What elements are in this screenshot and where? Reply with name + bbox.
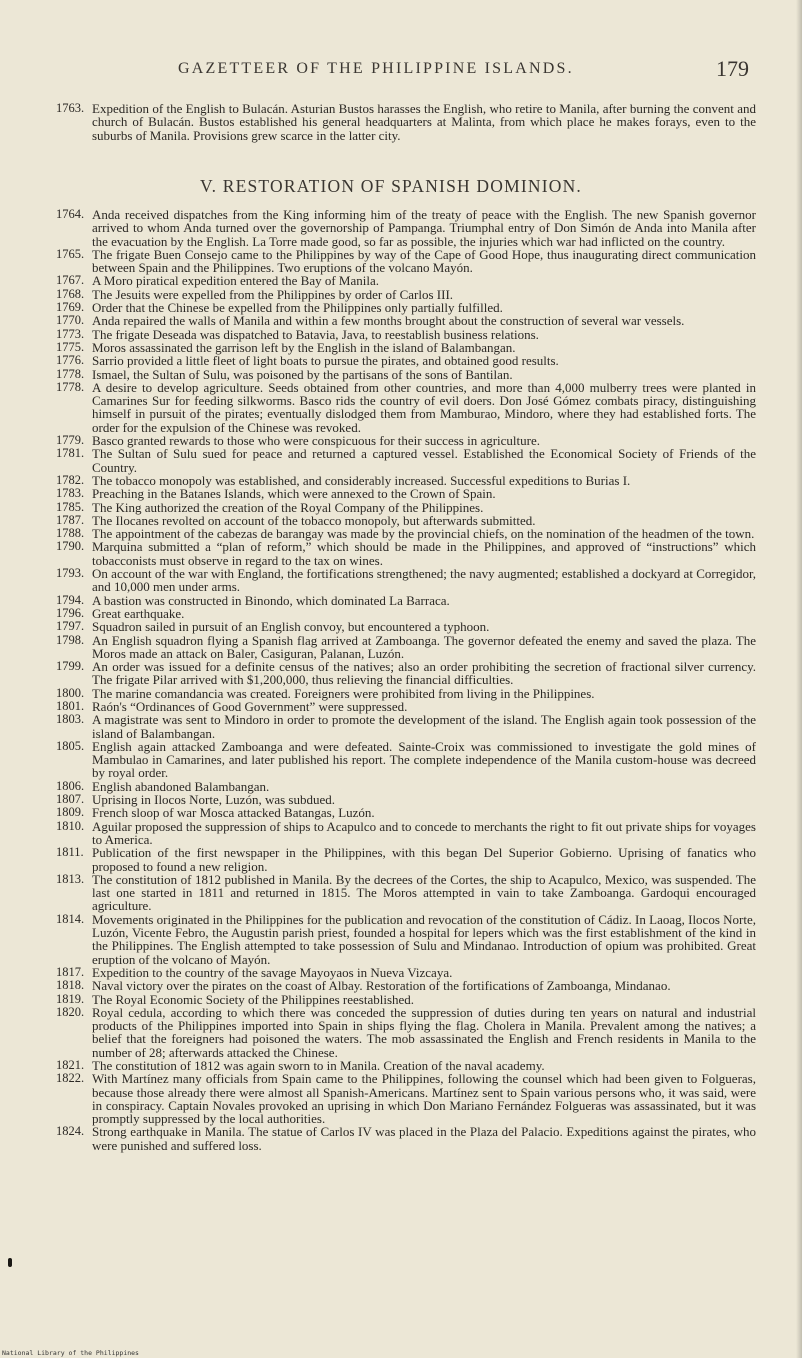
entry-text: The tobacco monopoly was established, and considerably increased. Successful expeditions to Burias I. <box>92 472 631 488</box>
entry-text: Sarrio provided a little fleet of light boats to pursue the pirates, and obtained good results. <box>92 353 559 369</box>
chronology-entry <box>56 274 756 287</box>
entry-year: 1798. <box>56 632 85 647</box>
chronology-entry <box>56 501 756 514</box>
entry-text: Ismael, the Sultan of Sulu, was poisoned by the partisans of the sons of Bantilan. <box>92 366 513 382</box>
entry-text: Expedition to the country of the savage Mayoyaos in Nueva Vizcaya. <box>92 964 453 980</box>
page-edge-shadow <box>796 0 802 1358</box>
entry-year: 1794. <box>56 592 85 607</box>
entry-year: 1813. <box>56 871 85 886</box>
entry-text: Order that the Chinese be expelled from the Philippines only partially fulfilled. <box>92 300 503 316</box>
entry-text: Preaching in the Batanes Islands, which were annexed to the Crown of Spain. <box>92 486 496 502</box>
chronology-entry <box>56 979 756 992</box>
chronology-entry <box>56 248 756 275</box>
page-number: 179 <box>716 56 749 81</box>
chronology-entry <box>56 434 756 447</box>
chronology-entry <box>56 1059 756 1072</box>
entry-year: 1800. <box>56 685 85 700</box>
entry-text: The King authorized the creation of the Royal Company of the Philippines. <box>92 499 484 515</box>
entry-year: 1817. <box>56 964 85 979</box>
chronology-entry <box>56 780 756 793</box>
entry-year: 1765. <box>56 246 85 261</box>
entry-year: 1778. <box>56 379 85 394</box>
chronology-entry <box>56 873 756 913</box>
entry-year: 1806. <box>56 778 85 793</box>
entry-text: English again attacked Zamboanga and were defeated. Sainte-Croix was commissioned to investigate the gold mines of Mambulao in Camarines, and later published his report. The complete independence of the Manila custom-house was decreed by royal order. <box>92 738 756 781</box>
entry-year: 1799. <box>56 659 85 674</box>
entry-text: On account of the war with England, the fortifications strengthened; the navy augmented; established a dockyard at Corregidor, and 10,000 men under arms. <box>92 566 756 595</box>
chronology-entry <box>56 301 756 314</box>
chronology-entry <box>56 634 756 661</box>
entry-year: 1790. <box>56 539 85 554</box>
entry-text: The frigate Deseada was dispatched to Batavia, Java, to reestablish business relations. <box>92 326 539 342</box>
chronology-entry <box>56 660 756 687</box>
entry-text: Expedition of the English to Bulacán. Asturian Bustos harasses the English, who retire to Manila, after burning the convent and church of Bulacán. Bustos established his general headquarters at Malinta, from which place he makes forays, even to the suburbs of Manila. Provisions grew scarce in the latter city. <box>92 101 756 143</box>
entry-year: 1805. <box>56 738 85 753</box>
entry-text: Marquina submitted a “plan of reform,” which should be made in the Philippines, and approved of “instructions” which tobacconists must observe in regard to the tax on wines. <box>92 539 756 568</box>
entry-year: 1801. <box>56 698 85 713</box>
entry-text: A magistrate was sent to Mindoro in order to promote the development of the island. The English again took possession of the island of Balambangan. <box>92 712 756 741</box>
entry-year: 1775. <box>56 339 85 354</box>
chronology-entry <box>56 354 756 367</box>
section-heading: V. RESTORATION OF SPANISH DOMINION. <box>200 176 583 196</box>
chronology-entry <box>56 102 756 142</box>
entry-year: 1763. <box>56 101 85 115</box>
entry-text: Moros assassinated the garrison left by the English in the island of Balambangan. <box>92 339 516 355</box>
chronology-entry <box>56 966 756 979</box>
chronology-entry <box>56 607 756 620</box>
chronology-entry <box>56 368 756 381</box>
entry-text: An English squadron flying a Spanish flag arrived at Zamboanga. The governor defeated the enemy and saved the plaza. The Moros made an attack on Baler, Casiguran, Palanan, Luzón. <box>92 632 756 661</box>
chronology-entry <box>56 700 756 713</box>
chronology-entry <box>56 514 756 527</box>
chronology-entry <box>56 567 756 594</box>
ink-blot <box>8 1258 12 1267</box>
entry-text: The constitution of 1812 was again sworn to in Manila. Creation of the naval academy. <box>92 1058 545 1073</box>
chronology-entry <box>56 740 756 780</box>
chronology-entry <box>56 1072 756 1125</box>
entry-text: Strong earthquake in Manila. The statue of Carlos IV was placed in the Plaza del Palacio. Expeditions against the pirates, who were punished and suffered loss. <box>92 1124 756 1153</box>
entry-text: The marine comandancia was created. Foreigners were prohibited from living in the Philippines. <box>92 685 595 701</box>
entry-text: The Jesuits were expelled from the Philippines by order of Carlos III. <box>92 286 454 302</box>
chronology-entry <box>56 527 756 540</box>
entry-text: Anda received dispatches from the King informing him of the treaty of peace with the English. The new Spanish governor arrived to whom Anda turned over the governorship of Pampanga. Triumphal entry of Don Simón de Anda into Manila after the evacuation by the English. La Torre made good, so far as possible, the injuries which war had inflicted on the country. <box>92 207 756 249</box>
chronology-entry <box>56 341 756 354</box>
entry-year: 1767. <box>56 273 85 288</box>
entry-year: 1821. <box>56 1058 85 1072</box>
entry-year: 1783. <box>56 486 85 501</box>
chronology-entries-intro <box>56 102 756 142</box>
entry-year: 1787. <box>56 512 85 527</box>
entry-year: 1770. <box>56 313 85 328</box>
entry-year: 1769. <box>56 300 85 315</box>
entry-text: The appointment of the cabezas de barangay was made by the provincial chiefs, on the nomination of the headmen of the town. <box>92 526 755 542</box>
entry-year: 1814. <box>56 911 85 926</box>
entry-year: 1822. <box>56 1071 85 1086</box>
entry-year: 1820. <box>56 1004 85 1019</box>
entry-year: 1807. <box>56 792 85 807</box>
entry-year: 1778. <box>56 366 85 381</box>
entry-text: Great earthquake. <box>92 605 185 621</box>
chronology-entry <box>56 540 756 567</box>
chronology-entry <box>56 447 756 474</box>
entry-text: A Moro piratical expedition entered the Bay of Manila. <box>92 273 379 289</box>
entry-text: Publication of the first newspaper in the Philippines, with this began Del Superior Gobierno. Uprising of fanatics who proposed to found a new religion. <box>92 845 756 874</box>
chronology-entry <box>56 713 756 740</box>
chronology-entry <box>56 1125 756 1152</box>
entry-year: 1781. <box>56 446 85 461</box>
entry-year: 1810. <box>56 818 85 833</box>
entry-year: 1796. <box>56 605 85 620</box>
chronology-entry <box>56 1006 756 1059</box>
entry-year: 1793. <box>56 566 85 581</box>
entry-year: 1776. <box>56 353 85 368</box>
entry-text: Uprising in Ilocos Norte, Luzón, was subdued. <box>92 792 335 808</box>
chronology-entry <box>56 793 756 806</box>
entry-text: With Martínez many officials from Spain came to the Philippines, following the counsel which had been given to Folgueras, because those already there were almost all Spanish-Americans. Martínez sent to Spain various persons who, it was said, were in conspiracy. Captain Novales provoked an uprising in which Don Mariano Fernández Folgueras was assassinated, but it was promptly suppressed by the local authorities. <box>92 1071 756 1127</box>
footer-credit: National Library of the Philippines <box>2 1349 139 1357</box>
entry-year: 1788. <box>56 526 85 541</box>
entry-text: An order was issued for a definite census of the natives; also an order prohibiting the secretion of fractional silver currency. The frigate Pilar arrived with $1,200,000, thus relieving the financial difficulties. <box>92 659 756 688</box>
chronology-entry <box>56 806 756 819</box>
chronology-entries <box>56 208 756 1152</box>
entry-year: 1811. <box>56 845 84 860</box>
chronology-entry <box>56 381 756 434</box>
chronology-entry <box>56 314 756 327</box>
chronology-entry <box>56 328 756 341</box>
entry-text: Raón's “Ordinances of Good Government” were suppressed. <box>92 698 408 714</box>
entry-text: Aguilar proposed the suppression of ships to Acapulco and to concede to merchants the right to fit out private ships for voyages to America. <box>92 818 756 847</box>
entry-year: 1824. <box>56 1124 85 1139</box>
entry-year: 1782. <box>56 472 85 487</box>
entry-text: Naval victory over the pirates on the coast of Albay. Restoration of the fortifications of Zamboanga, Mindanao. <box>92 978 671 994</box>
entry-text: A bastion was constructed in Binondo, which dominated La Barraca. <box>92 592 450 608</box>
entry-text: Movements originated in the Philippines for the publication and revocation of the constitution of Cádiz. In Laoag, Ilocos Norte, Luzón, Vicente Febro, the Augustin parish priest, founded a hospital for lepers which was the first establishment of the kind in the Philippines. The English attempted to take possession of Sulu and Mindanao. Introduction of opium was prohibited. Great eruption of the volcano of Mayón. <box>92 911 756 967</box>
chronology-entry <box>56 474 756 487</box>
entry-year: 1803. <box>56 712 85 727</box>
entry-text: English abandoned Balambangan. <box>92 778 270 794</box>
entry-text: French sloop of war Mosca attacked Batangas, Luzón. <box>92 805 375 821</box>
entry-year: 1779. <box>56 433 85 448</box>
entry-text: Squadron sailed in pursuit of an English convoy, but encountered a typhoon. <box>92 619 490 635</box>
entry-text: Anda repaired the walls of Manila and within a few months brought about the construction of several war vessels. <box>92 313 685 329</box>
entry-text: The Ilocanes revolted on account of the tobacco monopoly, but afterwards submitted. <box>92 512 536 528</box>
entry-year: 1773. <box>56 326 85 341</box>
entry-year: 1818. <box>56 978 85 993</box>
entry-year: 1797. <box>56 619 85 634</box>
chronology-entry <box>56 620 756 633</box>
entry-text: Royal cedula, according to which there was conceded the suppression of duties during ten years on natural and industrial products of the Philippines imported into Spain in ships flying the flag. Cholera in Manila. Prevalent among the natives; a belief that the foreigners had poisoned the waters. The mob assassinated the English and French residents in Manila to the number of 28; afterwards attacked the Chinese. <box>92 1004 756 1060</box>
entry-text: The Royal Economic Society of the Philippines reestablished. <box>92 991 415 1007</box>
entry-year: 1809. <box>56 805 85 820</box>
chronology-entry <box>56 913 756 966</box>
chronology-entry <box>56 993 756 1006</box>
entry-text: A desire to develop agriculture. Seeds obtained from other countries, and more than 4,000 mulberry trees were planted in Camarines Sur for feeding silkworms. Basco rids the country of evil doers. Don José Gómez combats piracy, distinguishing himself in pursuit of the pirates; eventually dislodged them from Mamburao, Mindoro, where they had established forts. The order for the expulsion of the Chinese was revoked. <box>92 379 756 435</box>
chronology-entry <box>56 208 756 248</box>
entry-text: The Sultan of Sulu sued for peace and returned a captured vessel. Established the Economical Society of Friends of the Country. <box>92 446 756 475</box>
entry-text: The frigate Buen Consejo came to the Philippines by way of the Cape of Good Hope, thus inaugurating direct communication between Spain and the Philippines. Two eruptions of the volcano Mayón. <box>92 246 756 276</box>
chronology-entry <box>56 288 756 301</box>
running-head <box>0 56 802 86</box>
entry-year: 1785. <box>56 499 85 514</box>
running-title: GAZETTEER OF THE PHILIPPINE ISLANDS. <box>178 60 574 77</box>
entry-year: 1819. <box>56 991 85 1006</box>
entry-year: 1764. <box>56 207 85 221</box>
chronology-entry <box>56 846 756 873</box>
chronology-entry <box>56 687 756 700</box>
chronology-entry <box>56 487 756 500</box>
entry-text: The constitution of 1812 published in Manila. By the decrees of the Cortes, the ship to Acapulco, Mexico, was suspended. The last one started in 1811 and returned in 1815. The Moros attempted in vain to take Zamboanga. Gardoqui encouraged agriculture. <box>92 871 756 914</box>
chronology-entry <box>56 594 756 607</box>
entry-text: Basco granted rewards to those who were conspicuous for their success in agriculture. <box>92 433 540 449</box>
entry-year: 1768. <box>56 286 85 301</box>
chronology-entry <box>56 820 756 847</box>
